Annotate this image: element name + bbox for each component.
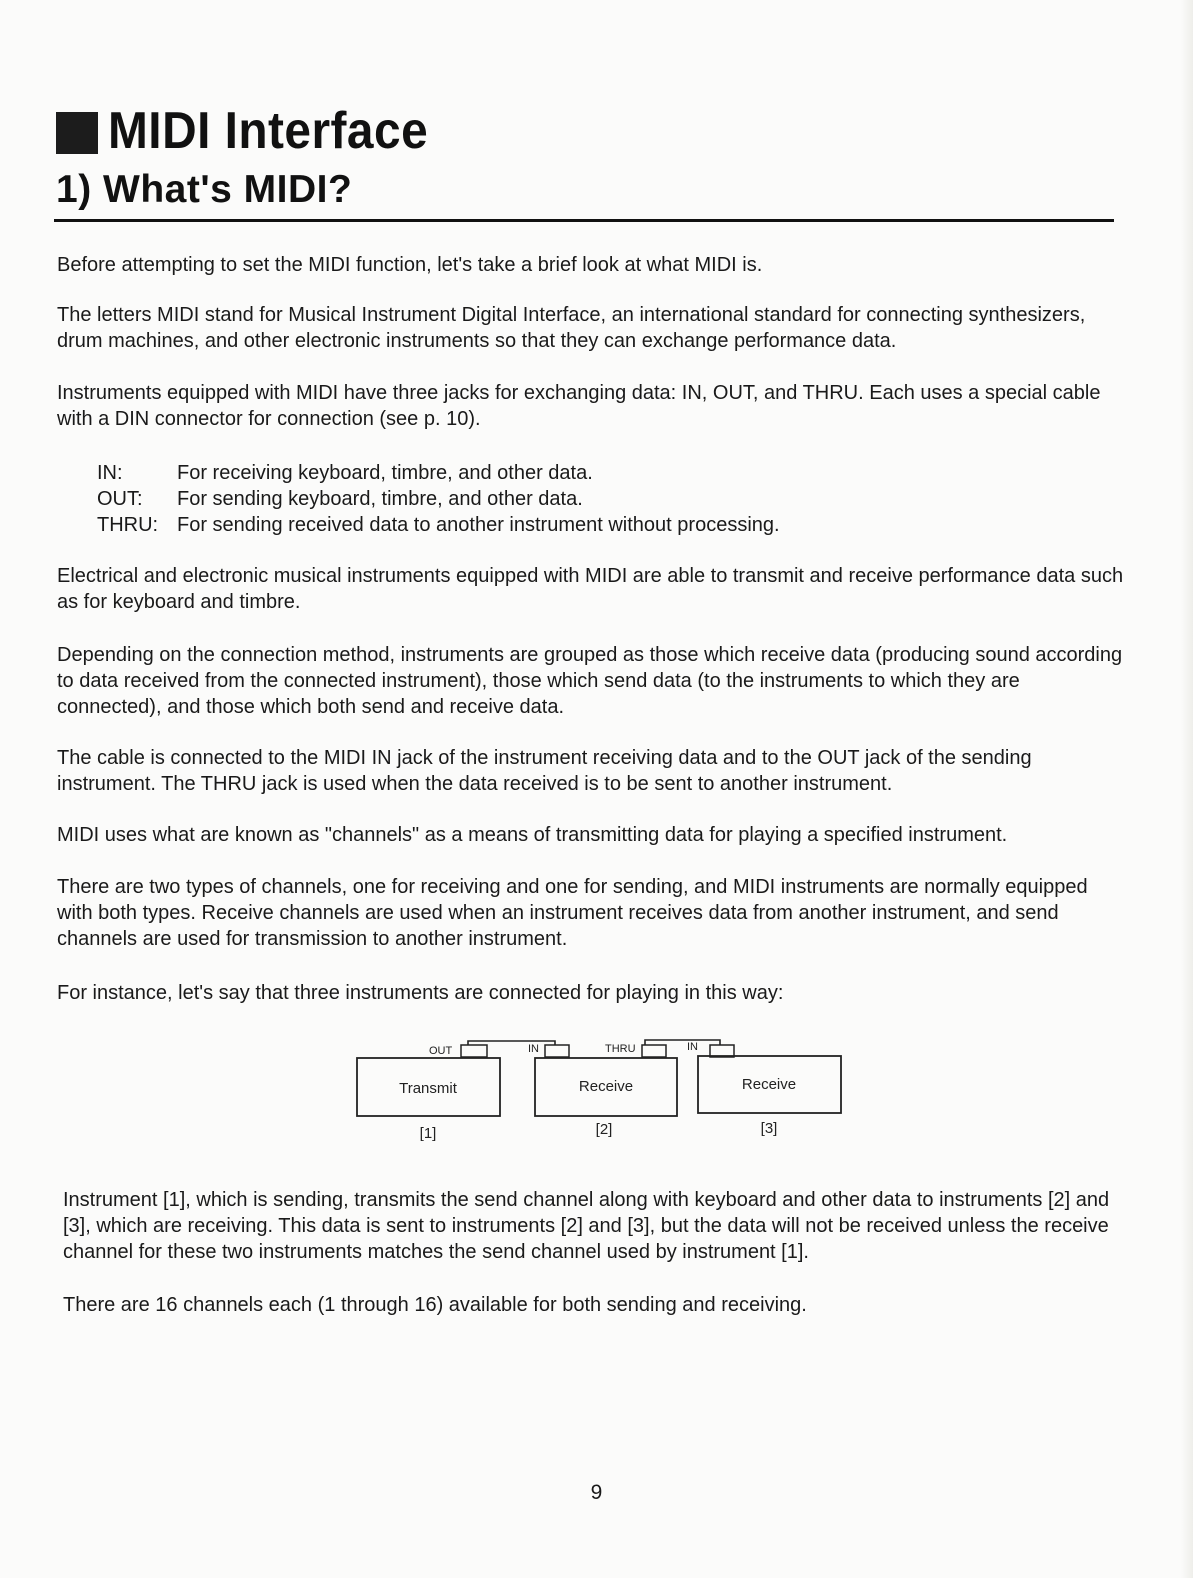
thru-jack-icon	[642, 1045, 666, 1057]
paragraph-capabilities: Electrical and electronic musical instruments equipped with MIDI are able to transmit and receive performance data such as for keyboard and timbre.	[57, 565, 1124, 613]
instrument-number-1: [1]	[419, 1125, 437, 1142]
jack-description: For receiving keyboard, timbre, and other data.	[177, 462, 593, 484]
jack-term: IN:	[97, 462, 123, 484]
jack-term: THRU:	[97, 514, 159, 536]
jack-label-out: OUT	[429, 1045, 453, 1057]
section-heading: 1) What's MIDI?	[56, 168, 353, 211]
instrument-number-3: [3]	[760, 1120, 778, 1137]
square-bullet-icon	[56, 112, 98, 154]
instrument-label-receive: Receive	[741, 1076, 797, 1093]
jack-list	[97, 460, 780, 538]
jack-item-in	[97, 460, 780, 486]
paragraph-cable: The cable is connected to the MIDI IN jack of the instrument receiving data and to the OUT jack of the sending instrument. The THRU jack is used when the data received is to be sent to another instrument.	[57, 747, 1032, 795]
paragraph-definition: The letters MIDI stand for Musical Instrument Digital Interface, an international standard for connecting synthesizers, drum machines, and other electronic instruments so that they can exchange performance data.	[57, 304, 1086, 352]
out-jack-icon	[461, 1045, 487, 1057]
jack-description: For sending received data to another instrument without processing.	[177, 514, 780, 536]
jack-label-thru: THRU	[605, 1043, 636, 1055]
page-title: MIDI Interface	[108, 102, 429, 160]
paragraph-channels: MIDI uses what are known as "channels" as a means of transmitting data for playing a specified instrument.	[57, 824, 1008, 846]
jack-label-in: IN	[528, 1043, 539, 1055]
paragraph-explanation: Instrument [1], which is sending, transmits the send channel along with keyboard and other data to instruments [2] and [3], which are receiving. This data is sent to instruments [2] and [3], but the data will not be received unless the receive channel for these two instruments matches the send channel used by instrument [1].	[63, 1189, 1110, 1263]
paragraph-jacks: Instruments equipped with MIDI have three jacks for exchanging data: IN, OUT, and THRU. Each uses a special cable with a DIN connector for connection (see p. 10).	[57, 382, 1101, 430]
paragraph-intro: Before attempting to set the MIDI function, let's take a brief look at what MIDI is.	[57, 254, 763, 276]
heading-rule	[54, 219, 1114, 222]
page-title-row	[56, 98, 456, 164]
page-edge	[1181, 0, 1193, 1578]
paragraph-example: For instance, let's say that three instruments are connected for playing in this way:	[57, 982, 784, 1004]
jack-description: For sending keyboard, timbre, and other data.	[177, 488, 583, 510]
jack-item-out	[97, 486, 780, 512]
jack-term: OUT:	[97, 488, 143, 510]
page-number: 9	[590, 1481, 603, 1504]
instrument-label-transmit: Transmit	[399, 1080, 457, 1097]
paragraph-channel-types: There are two types of channels, one for receiving and one for sending, and MIDI instruments are normally equipped with both types. Receive channels are used when an instrument receives data from another instrument, and send channels are used for transmission to another instrument.	[57, 876, 1088, 950]
jack-label-in: IN	[687, 1041, 698, 1053]
instrument-number-2: [2]	[595, 1121, 613, 1138]
connection-diagram	[355, 1036, 855, 1146]
instrument-label-receive: Receive	[578, 1078, 634, 1095]
paragraph-channel-count: There are 16 channels each (1 through 16) available for both sending and receiving.	[63, 1294, 807, 1316]
in-jack-icon	[545, 1045, 569, 1057]
connection-diagram-svg	[355, 1036, 855, 1146]
jack-item-thru	[97, 512, 780, 538]
paragraph-grouping: Depending on the connection method, instruments are grouped as those which receive data (producing sound according to data received from the connected instrument), those which send data (to the instruments to which they are connected), and those which both send and receive data.	[57, 644, 1123, 718]
